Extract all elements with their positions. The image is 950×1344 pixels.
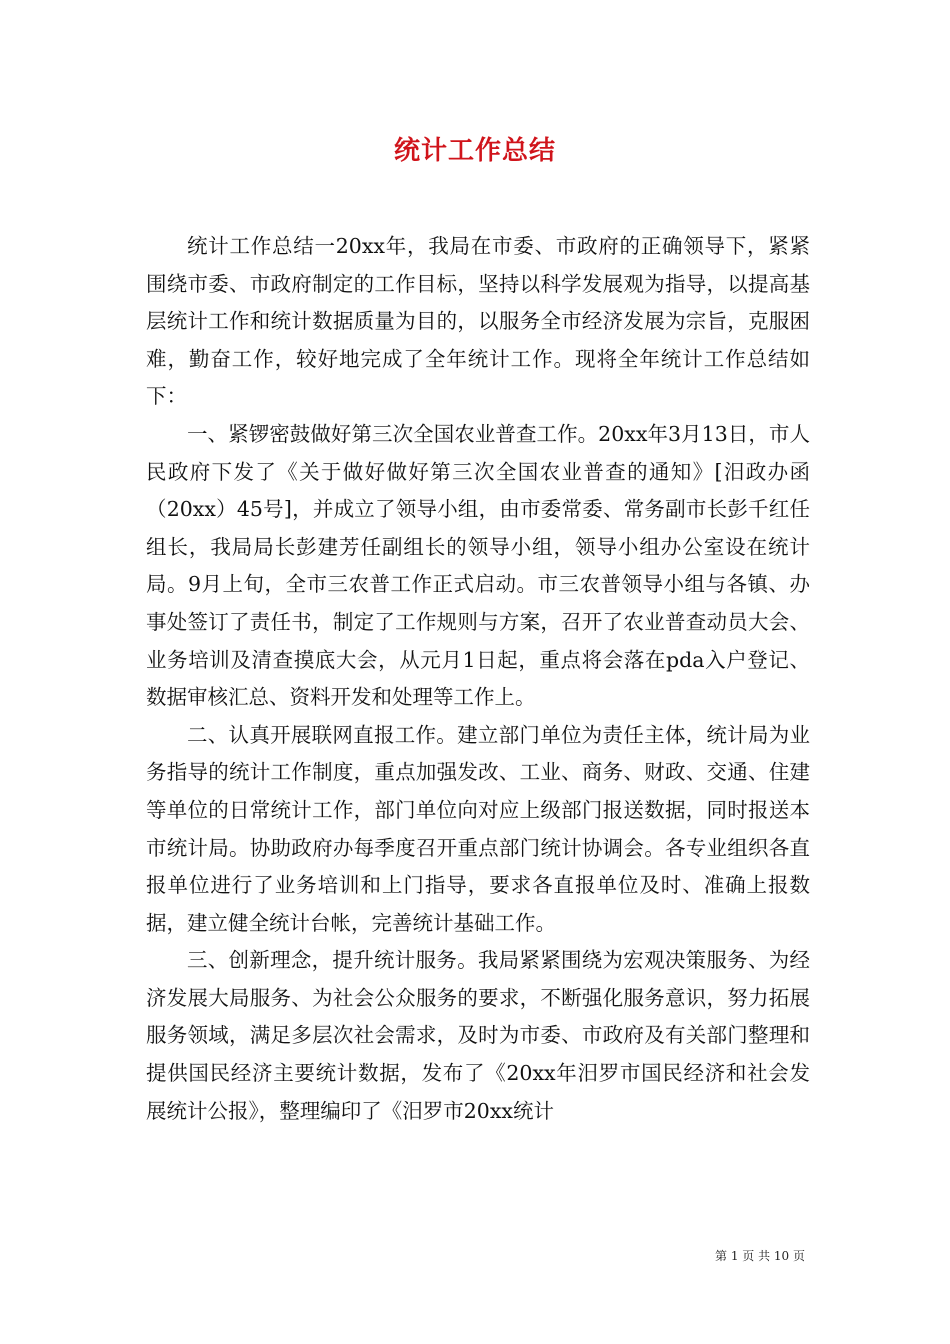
document-body	[146, 228, 810, 1130]
paragraph-section-2: 二、认真开展联网直报工作。建立部门单位为责任主体，统计局为业务指导的统计工作制度，重点加强发改、工业、商务、财政、交通、住建等单位的日常统计工作，部门单位向对应上级部门报送数据，同时报送本市统计局。协助政府办每季度召开重点部门统计协调会。各专业组织各直报单位进行了业务培训和上门指导，要求各直报单位及时、准确上报数据，建立健全统计台帐，完善统计基础工作。	[146, 722, 810, 935]
page-number-footer: 第 1 页 共 10 页	[715, 1249, 805, 1263]
document-title: 统计工作总结	[393, 136, 556, 166]
paragraph-intro: 统计工作总结一20xx年，我局在市委、市政府的正确领导下，紧紧围绕市委、市政府制定的工作目标，坚持以科学发展观为指导，以提高基层统计工作和统计数据质量为目的，以服务全市经济发展为宗旨，克服困难，勤奋工作，较好地完成了全年统计工作。现将全年统计工作总结如下：	[146, 234, 810, 409]
paragraph-section-1: 一、紧锣密鼓做好第三次全国农业普查工作。20xx年3月13日，市人民政府下发了《关于做好做好第三次全国农业普查的通知》[汨政办函（20xx）45号]，并成立了领导小组，由市委常委、常务副市长彭千红任组长，我局局长彭建芳任副组长的领导小组，领导小组办公室设在统计局。9月上旬，全市三农普工作正式启动。市三农普领导小组与各镇、办事处签订了责任书，制定了工作规则与方案，召开了农业普查动员大会、业务培训及清查摸底大会，从元月1日起，重点将会落在pda入户登记、数据审核汇总、资料开发和处理等工作上。	[146, 421, 810, 710]
paragraph-section-3: 三、创新理念，提升统计服务。我局紧紧围绕为宏观决策服务、为经济发展大局服务、为社会公众服务的要求，不断强化服务意识，努力拓展服务领域，满足多层次社会需求，及时为市委、市政府及有关部门整理和提供国民经济主要统计数据，发布了《20xx年汨罗市国民经济和社会发展统计公报》，整理编印了《汨罗市20xx统计	[146, 948, 810, 1123]
